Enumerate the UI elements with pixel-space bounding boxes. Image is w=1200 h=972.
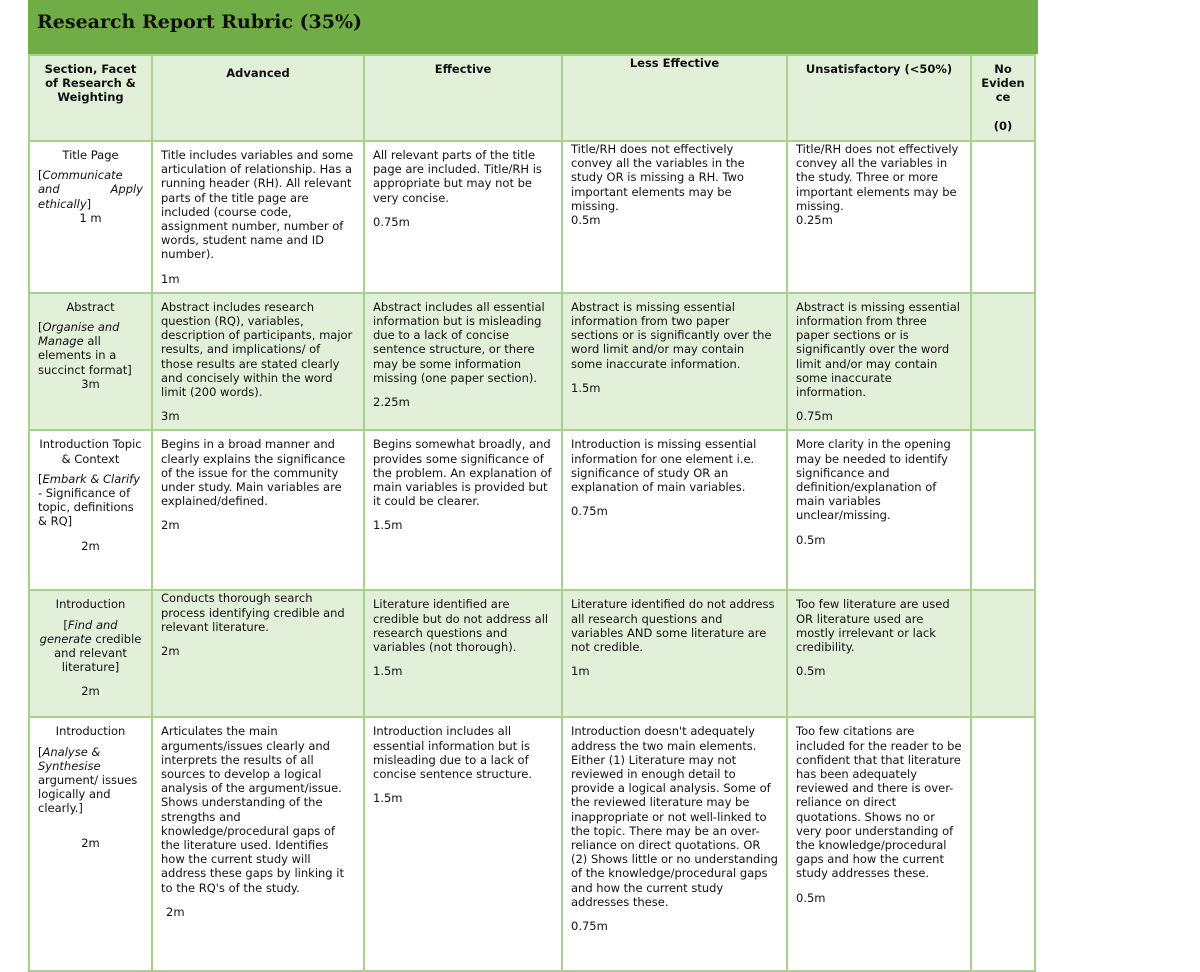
header-no-evidence-score: (0) [993,118,1013,133]
advanced-text: Conducts thorough search process identifying credible and relevant literature. [161,591,345,634]
effective-cell [364,141,562,293]
effective-text: All relevant parts of the title page are included. Title/RH is appropriate but may not be very concise. [373,148,542,205]
facet-name: Introduction [55,597,126,612]
effective-text: Abstract includes all essential information but is misleading due to a lack of concise sentence structure, or there may be some information missing (one paper section). [373,299,545,385]
advanced-cell [152,590,364,717]
less-effective-cell [562,293,787,431]
effective-cell [364,430,562,590]
facet-name: Abstract [66,299,115,314]
effective-mark: 1.5m [373,664,403,679]
facet-name: Introduction [55,724,126,739]
rubric-title-banner [28,0,1038,54]
less-effective-mark: 0.5m [571,213,601,228]
advanced-text: Abstract includes research question (RQ), variables, description of participants, major results, and implications/ of those results are stated clearly and concisely within the word limit (200 words). [161,299,353,400]
facet-cell [29,717,152,971]
no-evidence-cell [971,293,1035,431]
less-effective-cell [562,590,787,717]
advanced-cell [152,430,364,590]
no-evidence-cell [971,141,1035,293]
no-evidence-cell [971,717,1035,971]
no-evidence-cell [971,590,1035,717]
advanced-cell [152,293,364,431]
header-unsatisfactory: Unsatisfactory (<50%) [787,55,971,141]
advanced-text: Articulates the main arguments/issues clearly and interprets the results of all sources to develop a logical analysis of the argument/issue. Shows understanding of the strengths and knowledge/procedural gaps of the literature used. Identifies how the current study will address these gaps by linking it to the RQ's of the study. [161,724,344,895]
facet-description: [Find and generate credible and relevant literature] [39,617,142,675]
unsatisfactory-mark: 0.25m [796,213,833,228]
header-advanced: Advanced [152,55,364,141]
unsatisfactory-cell [787,590,971,717]
advanced-cell [152,717,364,971]
less-effective-mark: 0.75m [571,919,608,934]
unsatisfactory-mark: 0.5m [796,890,826,905]
facet-cell [29,590,152,717]
less-effective-mark: 0.75m [571,504,608,519]
rubric-title: Research Report Rubric (35%) [37,11,362,33]
advanced-text: Begins in a broad manner and clearly explains the significance of the issue for the community under study. Main variables are explained/defined. [161,437,346,509]
unsatisfactory-cell [787,717,971,971]
facet-weight: 3m [81,376,100,391]
table-row [29,293,1035,431]
effective-mark: 0.75m [373,214,410,229]
facet-weight: 2m [81,684,100,699]
facet-name: Introduction Topic & Context [39,437,142,466]
effective-cell [364,590,562,717]
facet-cell [29,141,152,293]
facet-description: [Analyse & Synthesise argument/ issues logically and clearly.] [38,744,138,816]
less-effective-mark: 1m [571,664,590,679]
facet-cell [29,293,152,431]
effective-cell [364,293,562,431]
advanced-mark: 2m [166,904,185,919]
advanced-mark: 2m [161,518,180,533]
header-section: Section, Facet of Research & Weighting [29,55,152,141]
header-less-effective: Less Effective [562,55,787,141]
unsatisfactory-text: Too few literature are used OR literature used are mostly irrelevant or lack credibility. [796,597,950,655]
effective-mark: 2.25m [373,395,410,410]
unsatisfactory-text: Title/RH does not effectively convey all the variables in the study. Three or more important elements may be missing. [796,142,959,213]
unsatisfactory-cell [787,293,971,431]
effective-mark: 1.5m [373,791,403,806]
facet-weight: 1 m [79,210,102,225]
advanced-mark: 3m [161,409,180,424]
facet-description: [Communicate and Apply ethically] [38,168,143,211]
less-effective-cell [562,430,787,590]
less-effective-cell [562,141,787,293]
facet-description: [Organise and Manage all elements in a succinct format] [38,320,132,377]
facet-description: [Embark & Clarify - Significance of topic, definitions & RQ] [38,471,141,529]
less-effective-cell [562,717,787,971]
unsatisfactory-cell [787,430,971,590]
header-no-evidence-label: No Eviden ce [981,62,1025,105]
advanced-mark: 1m [161,271,180,286]
unsatisfactory-cell [787,141,971,293]
effective-cell [364,717,562,971]
less-effective-text: Literature identified do not address all research questions and variables AND some literature are not credible. [571,597,775,655]
advanced-mark: 2m [161,644,180,659]
table-row [29,430,1035,590]
header-effective: Effective [364,55,562,141]
unsatisfactory-mark: 0.5m [796,532,826,547]
facet-weight: 2m [81,538,100,553]
table-row [29,717,1035,971]
advanced-cell [152,141,364,293]
effective-text: Begins somewhat broadly, and provides some significance of the problem. An explanation of main variables is provided but it could be clearer. [373,437,552,509]
unsatisfactory-mark: 0.5m [796,664,826,679]
advanced-text: Title includes variables and some articulation of relationship. Has a running header (RH). All relevant parts of the title page are included (course code, assignment number, number of words, student name and ID number). [161,148,354,262]
rubric-table [28,54,1036,972]
table-row [29,590,1035,717]
unsatisfactory-text: Too few citations are included for the reader to be confident that that literature has been adequately reviewed and there is over-reliance on direct quotations. Shows no or very poor understanding of the knowledge/procedural gaps and how the current study addresses these. [796,724,962,881]
unsatisfactory-mark: 0.75m [796,409,833,424]
less-effective-text: Title/RH does not effectively convey all the variables in the study OR is missing a RH. Two important elements may be missing. [571,142,745,213]
unsatisfactory-text: Abstract is missing essential information from three paper sections or is significantly over the word limit and/or may contain some inaccurate information. [796,299,960,400]
less-effective-mark: 1.5m [571,380,601,395]
effective-text: Introduction includes all essential information but is misleading due to a lack of concise sentence structure. [373,724,533,782]
no-evidence-cell [971,430,1035,590]
facet-weight: 2m [81,835,100,850]
header-row [29,55,1035,141]
header-no-evidence [971,55,1035,141]
less-effective-text: Introduction is missing essential information for one element i.e. significance of study OR an explanation of main variables. [571,437,757,495]
less-effective-text: Abstract is missing essential information from two paper sections or is significantly over the word limit and/or may contain some inaccurate information. [571,299,772,371]
facet-cell [29,430,152,590]
effective-text: Literature identified are credible but do not address all research questions and variables (not thorough). [373,597,549,655]
unsatisfactory-text: More clarity in the opening may be needed to identify significance and definition/explanation of main variables unclear/missing. [796,437,951,523]
less-effective-text: Introduction doesn't adequately address the two main elements. Either (1) Literature may not reviewed in enough detail to provide a logical analysis. Some of the reviewed literature may be inappropriate or not well-linked to the topic. There may be an over-reliance on direct quotations. OR (2) Shows little or no understanding of the knowledge/procedural gaps and how the current study addresses these. [571,724,778,909]
facet-name: Title Page [62,148,119,162]
effective-mark: 1.5m [373,518,403,533]
table-row [29,141,1035,293]
